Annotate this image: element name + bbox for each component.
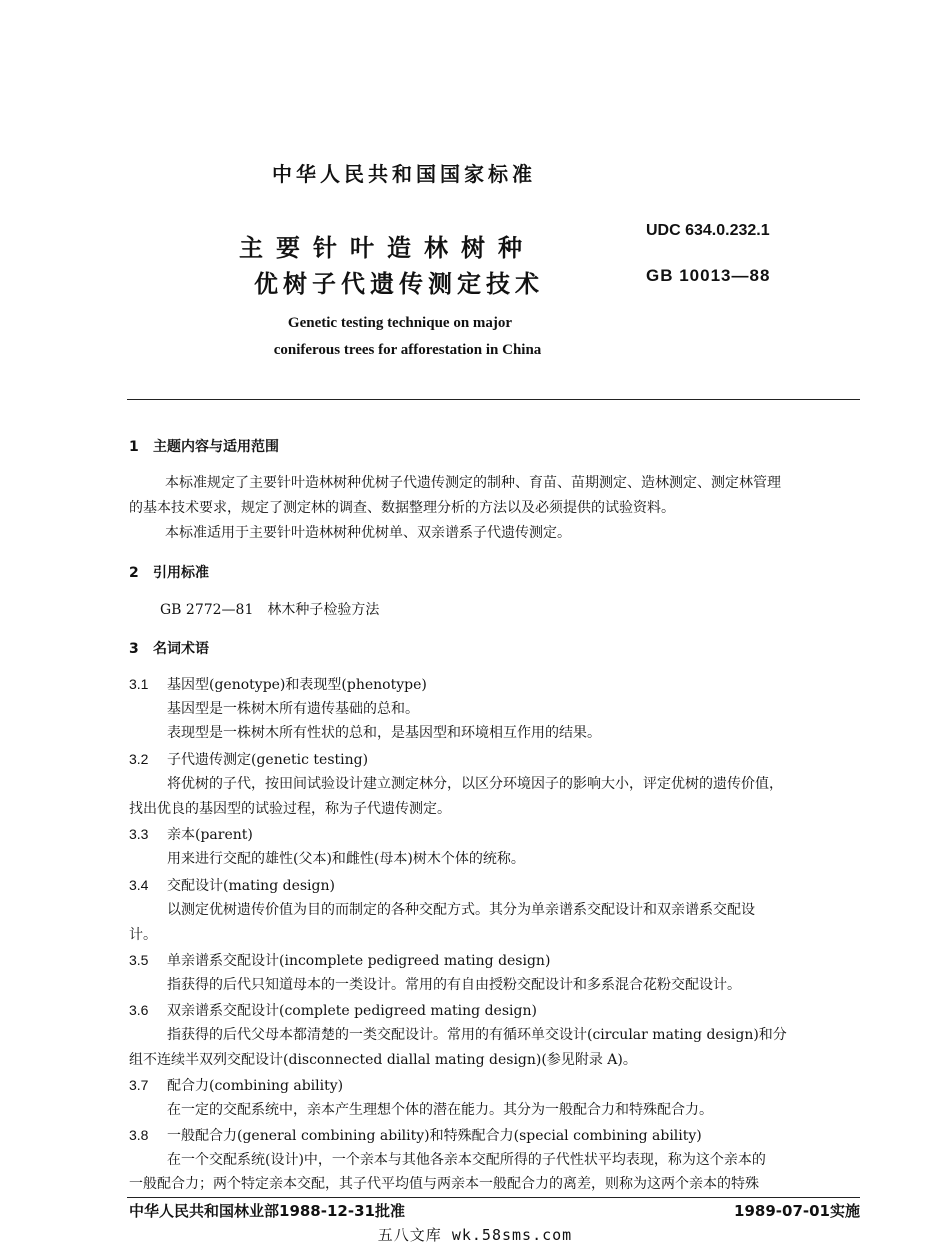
term-3-5	[129, 950, 550, 970]
term-3-3	[129, 824, 253, 844]
section-3-heading	[129, 638, 209, 658]
term-number: 3.4	[129, 877, 149, 893]
title-line-2: 优树子代遗传测定技术	[254, 270, 544, 298]
term-3-8	[129, 1125, 702, 1145]
term-3-4	[129, 875, 335, 895]
term-3-2	[129, 749, 368, 769]
term-3-1	[129, 674, 427, 694]
term-title: 一般配合力(general combining ability)和特殊配合力(special combining ability)	[167, 1128, 702, 1144]
term-number: 3.6	[129, 1002, 149, 1018]
term-3-8-line1: 在一个交配系统(设计)中，一个亲本与其他各亲本交配所得的子代性状平均表现，称为这个亲本的	[167, 1152, 766, 1168]
term-3-7	[129, 1075, 343, 1095]
watermark: 五八文库 wk.58sms.com	[377, 1226, 573, 1244]
gb-code: GB 10013—88	[646, 266, 771, 285]
footer-divider	[127, 1197, 860, 1198]
english-title-line-1: Genetic testing technique on major	[287, 315, 513, 331]
term-number: 3.7	[129, 1077, 149, 1093]
term-title: 亲本(parent)	[167, 827, 253, 843]
header-divider	[127, 399, 860, 400]
term-3-4-line1: 以测定优树遗传价值为目的而制定的各种交配方式。其分为单亲谱系交配设计和双亲谱系交配设	[167, 902, 755, 918]
term-3-1-line2: 表现型是一株树木所有性状的总和，是基因型和环境相互作用的结果。	[167, 725, 601, 741]
term-number: 3.8	[129, 1127, 149, 1143]
term-3-2-line2: 找出优良的基因型的试验过程，称为子代遗传测定。	[129, 801, 451, 817]
s1-para1-line1: 本标准规定了主要针叶造林树种优树子代遗传测定的制种、育苗、苗期测定、造林测定、测定林管理	[165, 475, 781, 491]
term-title: 基因型(genotype)和表现型(phenotype)	[167, 677, 427, 693]
english-title-line-2: coniferous trees for afforestation in China	[273, 342, 542, 358]
section-number: 3	[129, 641, 139, 657]
title-line-1: 主要针叶造林树种	[239, 234, 535, 262]
term-title: 单亲谱系交配设计(incomplete pedigreed mating design)	[167, 953, 551, 969]
term-number: 3.2	[129, 751, 149, 767]
issuer-date: 中华人民共和国林业部1988-12-31批准	[129, 1202, 405, 1220]
effective-date: 1989-07-01实施	[734, 1202, 860, 1220]
term-3-7-line1: 在一定的交配系统中，亲本产生理想个体的潜在能力。其分为一般配合力和特殊配合力。	[167, 1102, 713, 1118]
term-3-8-line2: 一般配合力；两个特定亲本交配，其子代平均值与两亲本一般配合力的离差，则称为这两个亲本的特殊	[129, 1176, 759, 1192]
s1-para2: 本标准适用于主要针叶造林树种优树单、双亲谱系子代遗传测定。	[165, 525, 571, 541]
term-title: 子代遗传测定(genetic testing)	[167, 752, 369, 768]
section-title: 名词术语	[153, 641, 209, 657]
term-title: 双亲谱系交配设计(complete pedigreed mating design)	[167, 1003, 537, 1019]
udc-code: UDC 634.0.232.1	[646, 222, 770, 239]
term-title: 配合力(combining ability)	[167, 1078, 344, 1094]
term-3-1-line1: 基因型是一株树木所有遗传基础的总和。	[167, 701, 419, 717]
s2-reference: GB 2772—81 林木种子检验方法	[160, 602, 380, 618]
term-3-5-line1: 指获得的后代只知道母本的一类设计。常用的有自由授粉交配设计和多系混合花粉交配设计。	[167, 977, 741, 993]
term-3-2-line1: 将优树的子代，按田间试验设计建立测定林分，以区分环境因子的影响大小，评定优树的遗传价值，	[167, 776, 783, 792]
term-number: 3.1	[129, 676, 149, 692]
s1-para1-line2: 的基本技术要求，规定了测定林的调查、数据整理分析的方法以及必须提供的试验资料。	[129, 500, 675, 516]
section-title: 引用标准	[153, 565, 209, 581]
term-title: 交配设计(mating design)	[167, 878, 335, 894]
term-3-4-line2: 计。	[129, 927, 157, 943]
section-1-heading	[129, 436, 279, 456]
term-3-6-line1: 指获得的后代父母本都清楚的一类交配设计。常用的有循环单交设计(circular mating design)和分	[167, 1027, 787, 1043]
section-2-heading	[129, 562, 209, 582]
term-3-6	[129, 1000, 537, 1020]
section-title: 主题内容与适用范围	[153, 439, 279, 455]
standard-name: 中华人民共和国国家标准	[272, 162, 536, 186]
term-3-3-line1: 用来进行交配的雄性(父本)和雌性(母本)树木个体的统称。	[167, 851, 525, 867]
section-number: 2	[129, 565, 139, 581]
term-number: 3.5	[129, 952, 149, 968]
section-number: 1	[129, 439, 139, 455]
term-3-6-line2: 组不连续半双列交配设计(disconnected diallal mating design)(参见附录 A)。	[129, 1052, 637, 1068]
term-number: 3.3	[129, 826, 149, 842]
